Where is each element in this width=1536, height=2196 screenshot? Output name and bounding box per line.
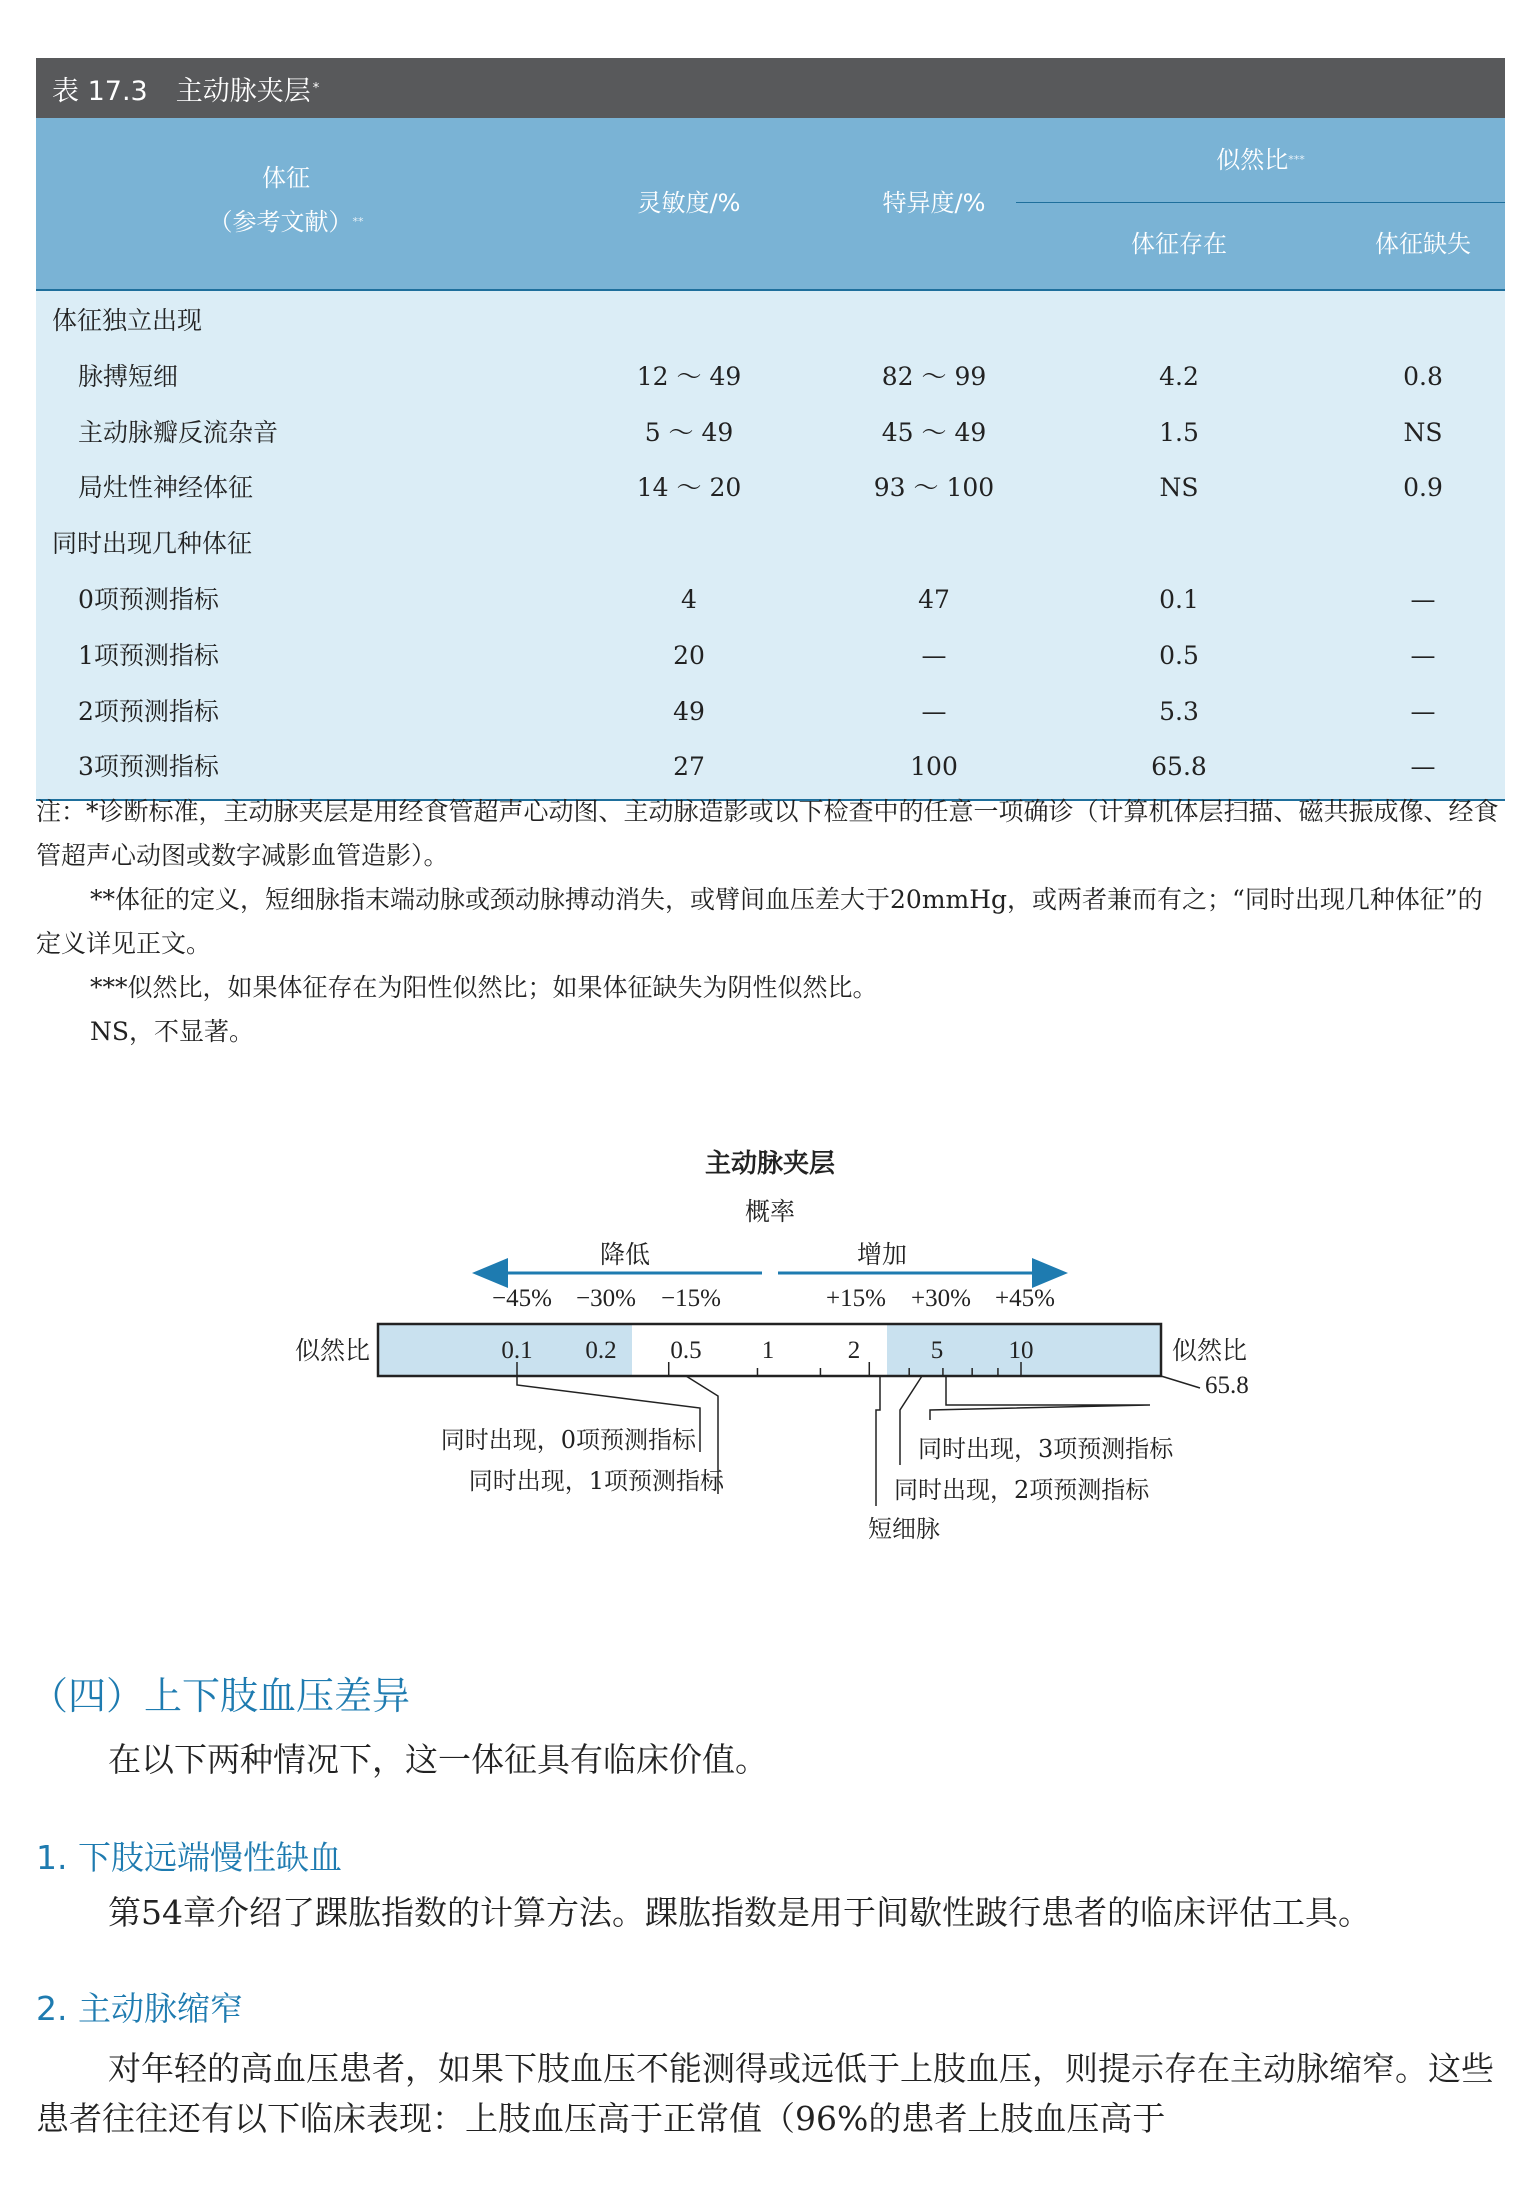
table-notes: [36, 790, 1505, 1054]
diagram-title: 主动脉夹层: [704, 1149, 836, 1179]
row-group-label: 体征独立出现: [52, 306, 203, 335]
cell-lr-absent: —: [1410, 584, 1436, 614]
row-label: 局灶性神经体征: [78, 473, 254, 503]
pct-minus-15: −15%: [661, 1285, 721, 1312]
lr-label-left: 似然比: [294, 1336, 370, 1365]
header-lr-label: 似然比: [1216, 146, 1289, 174]
cell-sensitivity: 12 ～ 49: [636, 361, 742, 391]
pct-plus-30: +30%: [911, 1285, 971, 1312]
leader-pulse: [876, 1376, 880, 1506]
table-row: [36, 349, 1505, 405]
row-label: 2项预测指标: [78, 696, 219, 726]
cell-lr-absent: 0.8: [1403, 361, 1443, 391]
cell-specificity: 45 ～ 49: [881, 417, 987, 447]
table-number: 表 17.3: [52, 75, 148, 107]
section-heading: （四）上下肢血压差异: [30, 1674, 411, 1718]
row-group-label: 同时出现几种体征: [52, 529, 253, 559]
callout-1-sign: 同时出现，1项预测指标: [468, 1467, 724, 1495]
lr-scale-diagram: [0, 1130, 1536, 1570]
header-lr-mark: ***: [1288, 153, 1305, 166]
row-label: 1项预测指标: [78, 640, 219, 670]
scale-label-0-5: 0.5: [670, 1337, 702, 1364]
section-intro-text: 在以下两种情况下，这一体征具有临床价值。: [108, 1740, 768, 1779]
table-row: [36, 739, 1505, 795]
cell-lr-absent: —: [1410, 640, 1436, 670]
table-row: [36, 572, 1505, 628]
cell-specificity: 82 ～ 99: [881, 361, 987, 391]
cell-sensitivity: 4: [681, 584, 697, 614]
cell-lr-absent: —: [1410, 696, 1436, 726]
sub1-text: 第54章介绍了踝肱指数的计算方法。踝肱指数是用于间歇性跛行患者的临床评估工具。: [108, 1893, 1371, 1932]
cell-sensitivity: 5 ～ 49: [644, 417, 734, 447]
cell-lr-absent: NS: [1403, 417, 1443, 447]
pct-plus-45: +45%: [995, 1285, 1055, 1312]
cell-lr-present: 65.8: [1151, 752, 1207, 782]
cell-lr-absent: —: [1410, 752, 1436, 782]
increase-label: 增加: [856, 1240, 908, 1269]
table-row: [36, 293, 1505, 349]
header-lr: [1016, 138, 1505, 182]
cell-sensitivity: 20: [673, 640, 705, 670]
callout-2-signs: 同时出现，2项预测指标: [894, 1476, 1150, 1504]
row-label: 0项预测指标: [78, 584, 219, 614]
row-label: 主动脉瓣反流杂音: [78, 417, 279, 447]
table-header: [36, 118, 1505, 289]
pct-plus-15: +15%: [826, 1285, 886, 1312]
note-4: NS，不显著。: [90, 1017, 255, 1046]
lr-scale-svg: [0, 1130, 1536, 1570]
table-row: [36, 516, 1505, 572]
header-sign: [36, 156, 536, 244]
callout-pulse: 短细脉: [868, 1515, 940, 1543]
cell-specificity: 100: [910, 752, 958, 782]
header-sign-mark: **: [352, 215, 364, 228]
cell-specificity: 47: [918, 584, 950, 614]
header-absent: 体征缺失: [1375, 230, 1471, 258]
header-sign-line2: （参考文献）: [208, 208, 353, 236]
diagram-subtitle: 概率: [744, 1197, 796, 1226]
cell-sensitivity: 27: [673, 752, 705, 782]
scale-label-0-1: 0.1: [501, 1337, 533, 1364]
table-title: 主动脉夹层: [175, 75, 311, 107]
pct-minus-30: −30%: [576, 1285, 636, 1312]
header-sign-line1: 体征: [262, 164, 310, 192]
table-row: [36, 405, 1505, 461]
callout-3-signs: 同时出现，3项预测指标: [918, 1435, 1174, 1463]
decrease-label: 降低: [599, 1240, 651, 1269]
cell-lr-present: 0.1: [1159, 584, 1199, 614]
scale-label-10: 10: [1008, 1337, 1034, 1364]
cell-sensitivity: 49: [673, 696, 705, 726]
header-specificity: 特异度/%: [882, 189, 986, 217]
cell-lr-present: 0.5: [1159, 640, 1199, 670]
cell-specificity: 93 ～ 100: [873, 473, 995, 503]
cell-lr-present: 5.3: [1159, 696, 1199, 726]
note-3: ***似然比，如果体征存在为阳性似然比；如果体征缺失为阴性似然比。: [90, 973, 878, 1002]
header-lr-rule: [1016, 202, 1505, 203]
header-present: 体征存在: [1131, 230, 1227, 258]
scale-label-2: 2: [847, 1337, 861, 1364]
cell-lr-present: 4.2: [1159, 361, 1199, 391]
pct-minus-45: −45%: [492, 1285, 552, 1312]
note-1: 注：*诊断标准，主动脉夹层是用经食管超声心动图、主动脉造影或以下检查中的任意一项确诊（计算机体层扫描、磁共振成像、经食管超声心动图或数字减影血管造影）。: [36, 797, 1499, 870]
table-body: [36, 289, 1505, 801]
callout-0-signs: 同时出现，0项预测指标: [440, 1426, 696, 1454]
table-title-mark: *: [312, 80, 320, 96]
table-title-bar: [36, 58, 1505, 118]
subheading-1-text: [36, 1888, 1505, 1938]
cell-specificity: —: [921, 696, 947, 726]
table-row: [36, 460, 1505, 516]
table-row: [36, 628, 1505, 684]
note-2: **体征的定义，短细脉指末端动脉或颈动脉搏动消失，或臂间血压差大于20mmHg，或两者兼而有之；“同时出现几种体征”的定义详见正文。: [36, 885, 1483, 958]
row-label: 脉搏短细: [78, 361, 179, 391]
subheading-1: 1. 下肢远端慢性缺血: [36, 1838, 342, 1877]
cell-sensitivity: 14 ～ 20: [636, 473, 742, 503]
table-17-3: [36, 58, 1505, 801]
lr-label-right: 似然比: [1172, 1336, 1248, 1365]
cell-lr-present: NS: [1159, 473, 1199, 503]
row-label: 3项预测指标: [78, 752, 219, 782]
cell-lr-present: 1.5: [1159, 417, 1199, 447]
cell-lr-absent: 0.9: [1403, 473, 1443, 503]
sub2-text: 对年轻的高血压患者，如果下肢血压不能测得或远低于上肢血压，则提示存在主动脉缩窄。这些患者往往还有以下临床表现：上肢血压高于正常值（96%的患者上肢血压高于: [36, 2049, 1494, 2138]
subheading-2: 2. 主动脉缩窄: [36, 1989, 243, 2028]
lr-right-leader: [1161, 1376, 1200, 1388]
section-intro: [36, 1735, 1505, 1785]
leader-c3: [930, 1376, 1150, 1420]
table-row: [36, 684, 1505, 740]
scale-label-1: 1: [761, 1337, 775, 1364]
subheading-2-text: [36, 2044, 1505, 2144]
header-sensitivity: 灵敏度/%: [637, 189, 741, 217]
lr-right-value: 65.8: [1205, 1372, 1249, 1399]
scale-label-5: 5: [930, 1337, 944, 1364]
scale-label-0-2: 0.2: [585, 1337, 617, 1364]
cell-specificity: —: [921, 640, 947, 670]
